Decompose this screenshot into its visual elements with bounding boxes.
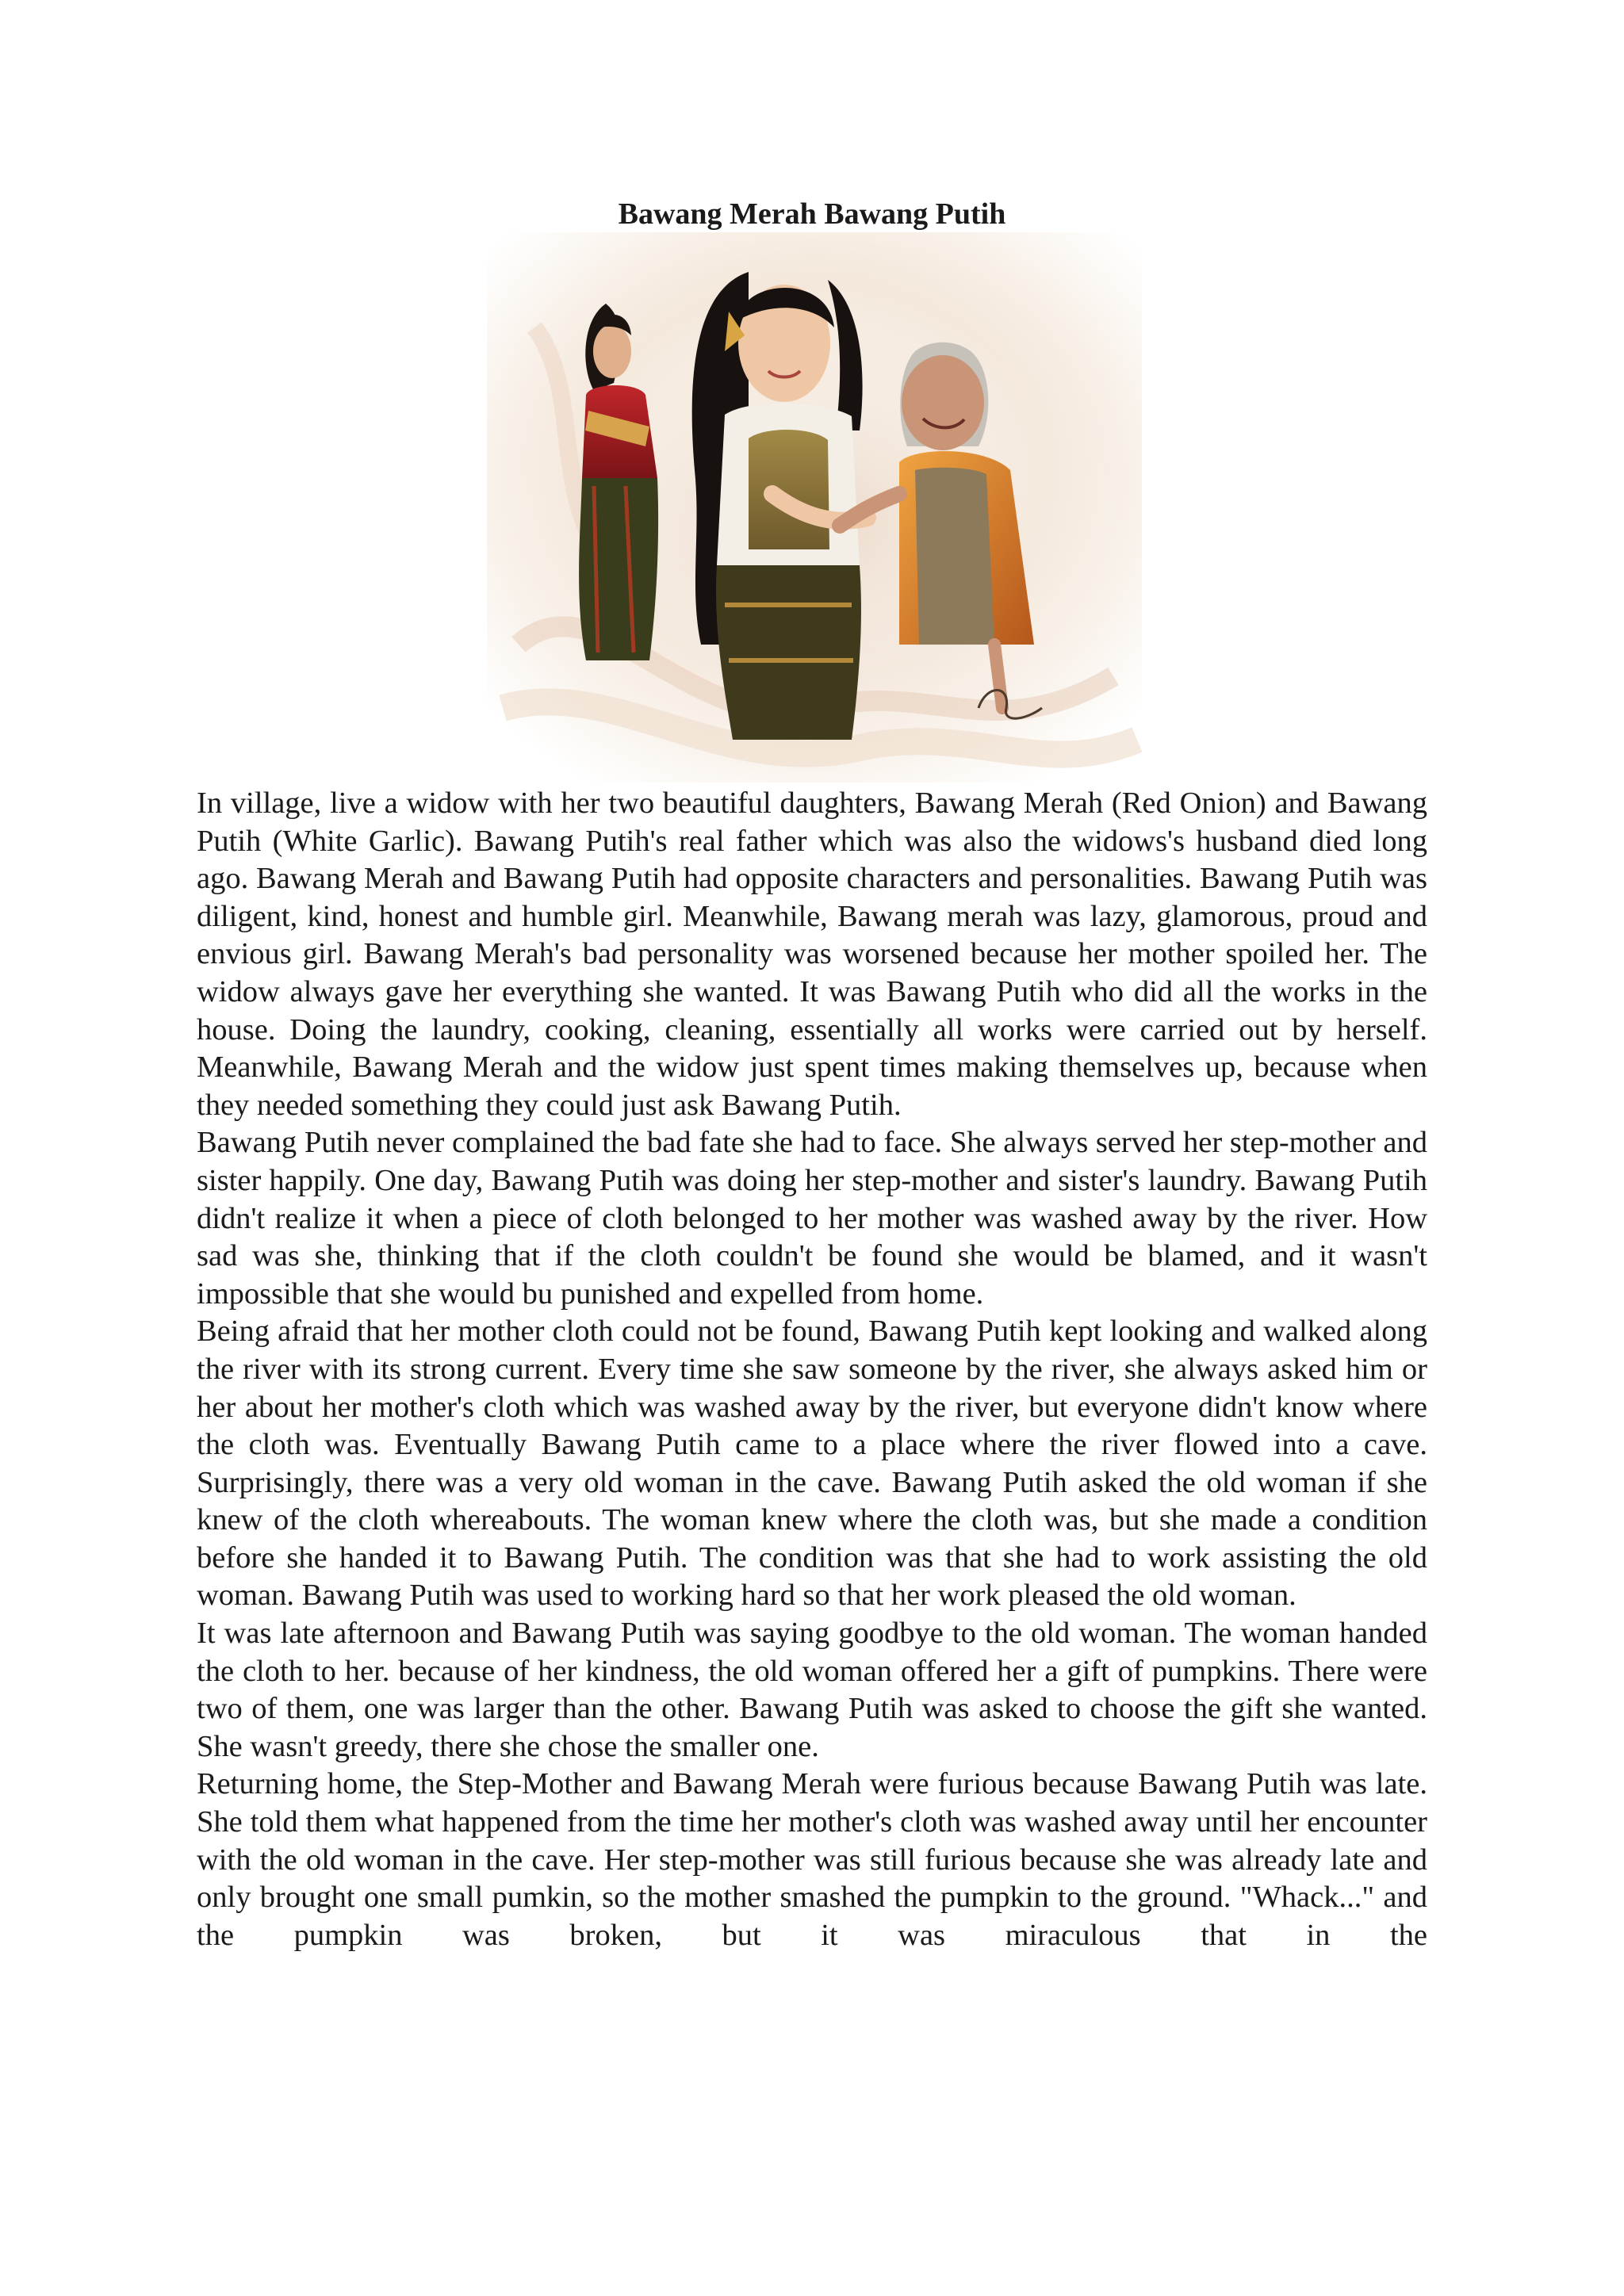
story-body [197,785,1427,1954]
illustration-three-women-icon [487,232,1142,783]
story-illustration [487,232,1142,783]
paragraph-5: Returning home, the Step-Mother and Bawang Merah were furious because Bawang Putih was late. She told them what happened from the time her mother's cloth was washed away until her encounter with the old woman in the cave. Her step-mother was still furious because she was already late and only brought one small pumkin, so the mother smashed the pumpkin to the ground. "Whack..." and the pumpkin was broken, but it was miraculous that in the [197,1767,1427,1952]
paragraph-2: Bawang Putih never complained the bad fate she had to face. She always served her step-mother and sister happily. One day, Bawang Putih was doing her step-mother and sister's laundry. Bawang Putih didn't realize it when a piece of cloth belonged to her mother was washed away by the river. How sad was she, thinking that if the cloth couldn't be found she would be blamed, and it wasn't impossible that she would bu punished and expelled from home. [197,1126,1427,1311]
document-title: Bawang Merah Bawang Putih [618,197,1006,231]
paragraph-1: In village, live a widow with her two beautiful daughters, Bawang Merah (Red Onion) and Bawang Putih (White Garlic). Bawang Putih's real father which was also the widows's husband died long ago. Bawang Merah and Bawang Putih had opposite characters and personalities. Bawang Putih was diligent, kind, honest and humble girl. Meanwhile, Bawang merah was lazy, glamorous, proud and envious girl. Bawang Merah's bad personality was worsened because her mother spoiled her. The widow always gave her everything she wanted. It was Bawang Putih who did all the works in the house. Doing the laundry, cooking, cleaning, essentially all works were carried out by herself. Meanwhile, Bawang Merah and the widow just spent times making themselves up, because when they needed something they could just ask Bawang Putih. [197,786,1427,1122]
paragraph-3: Being afraid that her mother cloth could not be found, Bawang Putih kept looking and walked along the river with its strong current. Every time she saw someone by the river, she always asked him or her about her mother's cloth which was washed away by the river, but everyone didn't know where the cloth was. Eventually Bawang Putih came to a place where the river flowed into a cave. Surprisingly, there was a very old woman in the cave. Bawang Putih asked the old woman if she knew of the cloth whereabouts. The woman knew where the cloth was, but she made a condition before she handed it to Bawang Putih. The condition was that she had to work assisting the old woman. Bawang Putih was used to working hard so that her work pleased the old woman. [197,1314,1427,1613]
paragraph-4: It was late afternoon and Bawang Putih was saying goodbye to the old woman. The woman handed the cloth to her. because of her kindness, the old woman offered her a gift of pumpkins. There were two of them, one was larger than the other. Bawang Putih was asked to choose the gift she wanted. She wasn't greedy, there she chose the smaller one. [197,1617,1427,1763]
